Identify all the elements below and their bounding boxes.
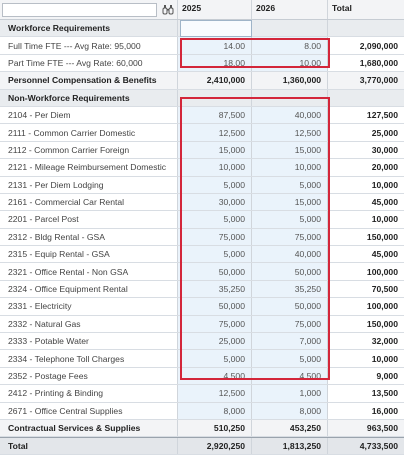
cell-2026[interactable]: 8,000 — [252, 403, 328, 419]
table-row — [0, 177, 404, 194]
table-row — [0, 194, 404, 211]
cell-2026 — [252, 20, 328, 36]
cell-2025: 2,410,000 — [178, 72, 252, 88]
cell-2025[interactable]: 75,000 — [178, 316, 252, 332]
cell-total: 20,000 — [371, 162, 398, 173]
cell-2025[interactable]: 75,000 — [178, 229, 252, 245]
section-row — [0, 90, 404, 107]
cell-2026[interactable]: 10.00 — [252, 55, 328, 71]
cell-2026[interactable]: 15,000 — [252, 142, 328, 158]
column-header-2025[interactable]: 2025 — [178, 0, 252, 19]
row-label: Contractual Services & Supplies — [0, 420, 178, 436]
cell-total: 45,000 — [371, 249, 398, 260]
row-label: 2352 - Postage Fees — [0, 368, 178, 384]
cell-2025[interactable]: 10,000 — [178, 159, 252, 175]
cell-total — [328, 20, 404, 36]
subtotal-row — [0, 420, 404, 437]
table-row — [0, 37, 404, 54]
cell-2025[interactable]: 25,000 — [178, 333, 252, 349]
cell-total: 150,000 — [366, 318, 398, 329]
table-row — [0, 124, 404, 141]
subtotal-row — [0, 72, 404, 89]
cell-2025 — [178, 90, 252, 106]
cell-total: 2,090,000 — [359, 40, 398, 51]
cell-2025[interactable]: 87,500 — [178, 107, 252, 123]
row-label: 2112 - Common Carrier Foreign — [0, 142, 178, 158]
cell-2025[interactable]: 5,000 — [178, 246, 252, 262]
cell-2025: 510,250 — [178, 420, 252, 436]
row-label: 2161 - Commercial Car Rental — [0, 194, 178, 210]
cell-2026[interactable]: 50,000 — [252, 298, 328, 314]
active-cell-outline — [180, 20, 252, 37]
row-label: Full Time FTE --- Avg Rate: 95,000 — [0, 37, 178, 53]
cell-total: 13,500 — [371, 388, 398, 399]
table-row — [0, 316, 404, 333]
row-label: 2671 - Office Central Supplies — [0, 403, 178, 419]
cell-2025[interactable]: 50,000 — [178, 298, 252, 314]
cell-2026: 1,360,000 — [252, 72, 328, 88]
column-header-total[interactable]: Total — [332, 3, 352, 13]
cell-total: 10,000 — [371, 179, 398, 190]
total-row — [0, 437, 404, 454]
cell-2026[interactable]: 5,000 — [252, 350, 328, 366]
table-row — [0, 298, 404, 315]
cell-2026[interactable]: 5,000 — [252, 177, 328, 193]
cell-2025[interactable]: 12,500 — [178, 385, 252, 401]
row-label: Workforce Requirements — [0, 20, 178, 36]
table-row — [0, 350, 404, 367]
row-label: 2121 - Mileage Reimbursement Domestic — [0, 159, 178, 175]
row-label: 2331 - Electricity — [0, 298, 178, 314]
table-row — [0, 229, 404, 246]
row-label: 2334 - Telephone Toll Charges — [0, 350, 178, 366]
cell-2026[interactable]: 12,500 — [252, 124, 328, 140]
table-row — [0, 385, 404, 402]
row-label: 2332 - Natural Gas — [0, 316, 178, 332]
cell-2025[interactable]: 12,500 — [178, 124, 252, 140]
cell-2026[interactable]: 40,000 — [252, 107, 328, 123]
cell-2025[interactable]: 4,500 — [178, 368, 252, 384]
cell-2026[interactable]: 1,000 — [252, 385, 328, 401]
row-label: 2321 - Office Rental - Non GSA — [0, 263, 178, 279]
table-row — [0, 403, 404, 420]
table-row — [0, 333, 404, 350]
row-label: 2324 - Office Equipment Rental — [0, 281, 178, 297]
cell-2026[interactable]: 5,000 — [252, 211, 328, 227]
row-label: Personnel Compensation & Benefits — [0, 72, 178, 88]
cell-2026: 1,813,250 — [252, 438, 328, 453]
row-label: 2111 - Common Carrier Domestic — [0, 124, 178, 140]
row-label: Non-Workforce Requirements — [0, 90, 178, 106]
row-label: 2412 - Printing & Binding — [0, 385, 178, 401]
cell-2026 — [252, 90, 328, 106]
cell-total: 1,680,000 — [359, 57, 398, 68]
cell-2026[interactable]: 15,000 — [252, 194, 328, 210]
table-row — [0, 107, 404, 124]
table-row — [0, 211, 404, 228]
row-label: 2312 - Bldg Rental - GSA — [0, 229, 178, 245]
table-row — [0, 368, 404, 385]
cell-total: 100,000 — [366, 266, 398, 277]
row-label: 2131 - Per Diem Lodging — [0, 177, 178, 193]
cell-total: 32,000 — [371, 336, 398, 347]
cell-total: 963,500 — [366, 423, 398, 434]
row-label: 2201 - Parcel Post — [0, 211, 178, 227]
cell-2025[interactable]: 5,000 — [178, 350, 252, 366]
cell-2026[interactable]: 40,000 — [252, 246, 328, 262]
cell-total: 127,500 — [366, 110, 398, 121]
column-header-2026[interactable]: 2026 — [252, 0, 328, 19]
cell-2026[interactable]: 7,000 — [252, 333, 328, 349]
cell-2026[interactable]: 8.00 — [252, 37, 328, 53]
cell-2025: 2,920,250 — [178, 438, 252, 453]
binoculars-icon[interactable] — [162, 3, 174, 15]
cell-total: 45,000 — [371, 197, 398, 208]
cell-total: 3,770,000 — [359, 75, 398, 86]
cell-2025[interactable]: 5,000 — [178, 211, 252, 227]
cell-2025[interactable]: 50,000 — [178, 263, 252, 279]
row-label: Total — [0, 438, 178, 453]
cell-total: 10,000 — [371, 214, 398, 225]
cell-total: 9,000 — [376, 371, 398, 381]
cell-2025[interactable]: 30,000 — [178, 194, 252, 210]
cell-2025[interactable]: 15,000 — [178, 142, 252, 158]
table-row — [0, 263, 404, 280]
table-row — [0, 55, 404, 72]
cell-2026: 453,250 — [252, 420, 328, 436]
table-row — [0, 142, 404, 159]
table-row — [0, 159, 404, 176]
cell-total: 10,000 — [371, 353, 398, 364]
cell-2026[interactable]: 4,500 — [252, 368, 328, 384]
cell-2026[interactable]: 10,000 — [252, 159, 328, 175]
cell-2026[interactable]: 75,000 — [252, 229, 328, 245]
row-label: 2315 - Equip Rental - GSA — [0, 246, 178, 262]
cell-total: 4,733,500 — [359, 441, 398, 452]
table-row — [0, 246, 404, 263]
cell-2026[interactable]: 50,000 — [252, 263, 328, 279]
cell-2025[interactable]: 8,000 — [178, 403, 252, 419]
cell-2025[interactable]: 18.00 — [178, 55, 252, 71]
cell-total: 16,000 — [371, 405, 398, 416]
grid-header-row — [0, 0, 404, 20]
row-label: 2333 - Potable Water — [0, 333, 178, 349]
cell-total: 150,000 — [366, 231, 398, 242]
cell-total: 30,000 — [371, 144, 398, 155]
cell-2025[interactable]: 35,250 — [178, 281, 252, 297]
cell-2026[interactable]: 75,000 — [252, 316, 328, 332]
cell-2025[interactable]: 14.00 — [178, 37, 252, 53]
cell-2026[interactable]: 35,250 — [252, 281, 328, 297]
row-label: 2104 - Per Diem — [0, 107, 178, 123]
cell-total: 70,500 — [371, 284, 398, 295]
cell-2025[interactable]: 5,000 — [178, 177, 252, 193]
table-row — [0, 281, 404, 298]
cell-total: 25,000 — [371, 127, 398, 138]
row-filter-cell — [0, 0, 178, 19]
cell-total: 100,000 — [366, 301, 398, 312]
cell-total — [328, 90, 404, 106]
row-label: Part Time FTE --- Avg Rate: 60,000 — [0, 55, 178, 71]
row-filter-input[interactable] — [2, 3, 157, 17]
